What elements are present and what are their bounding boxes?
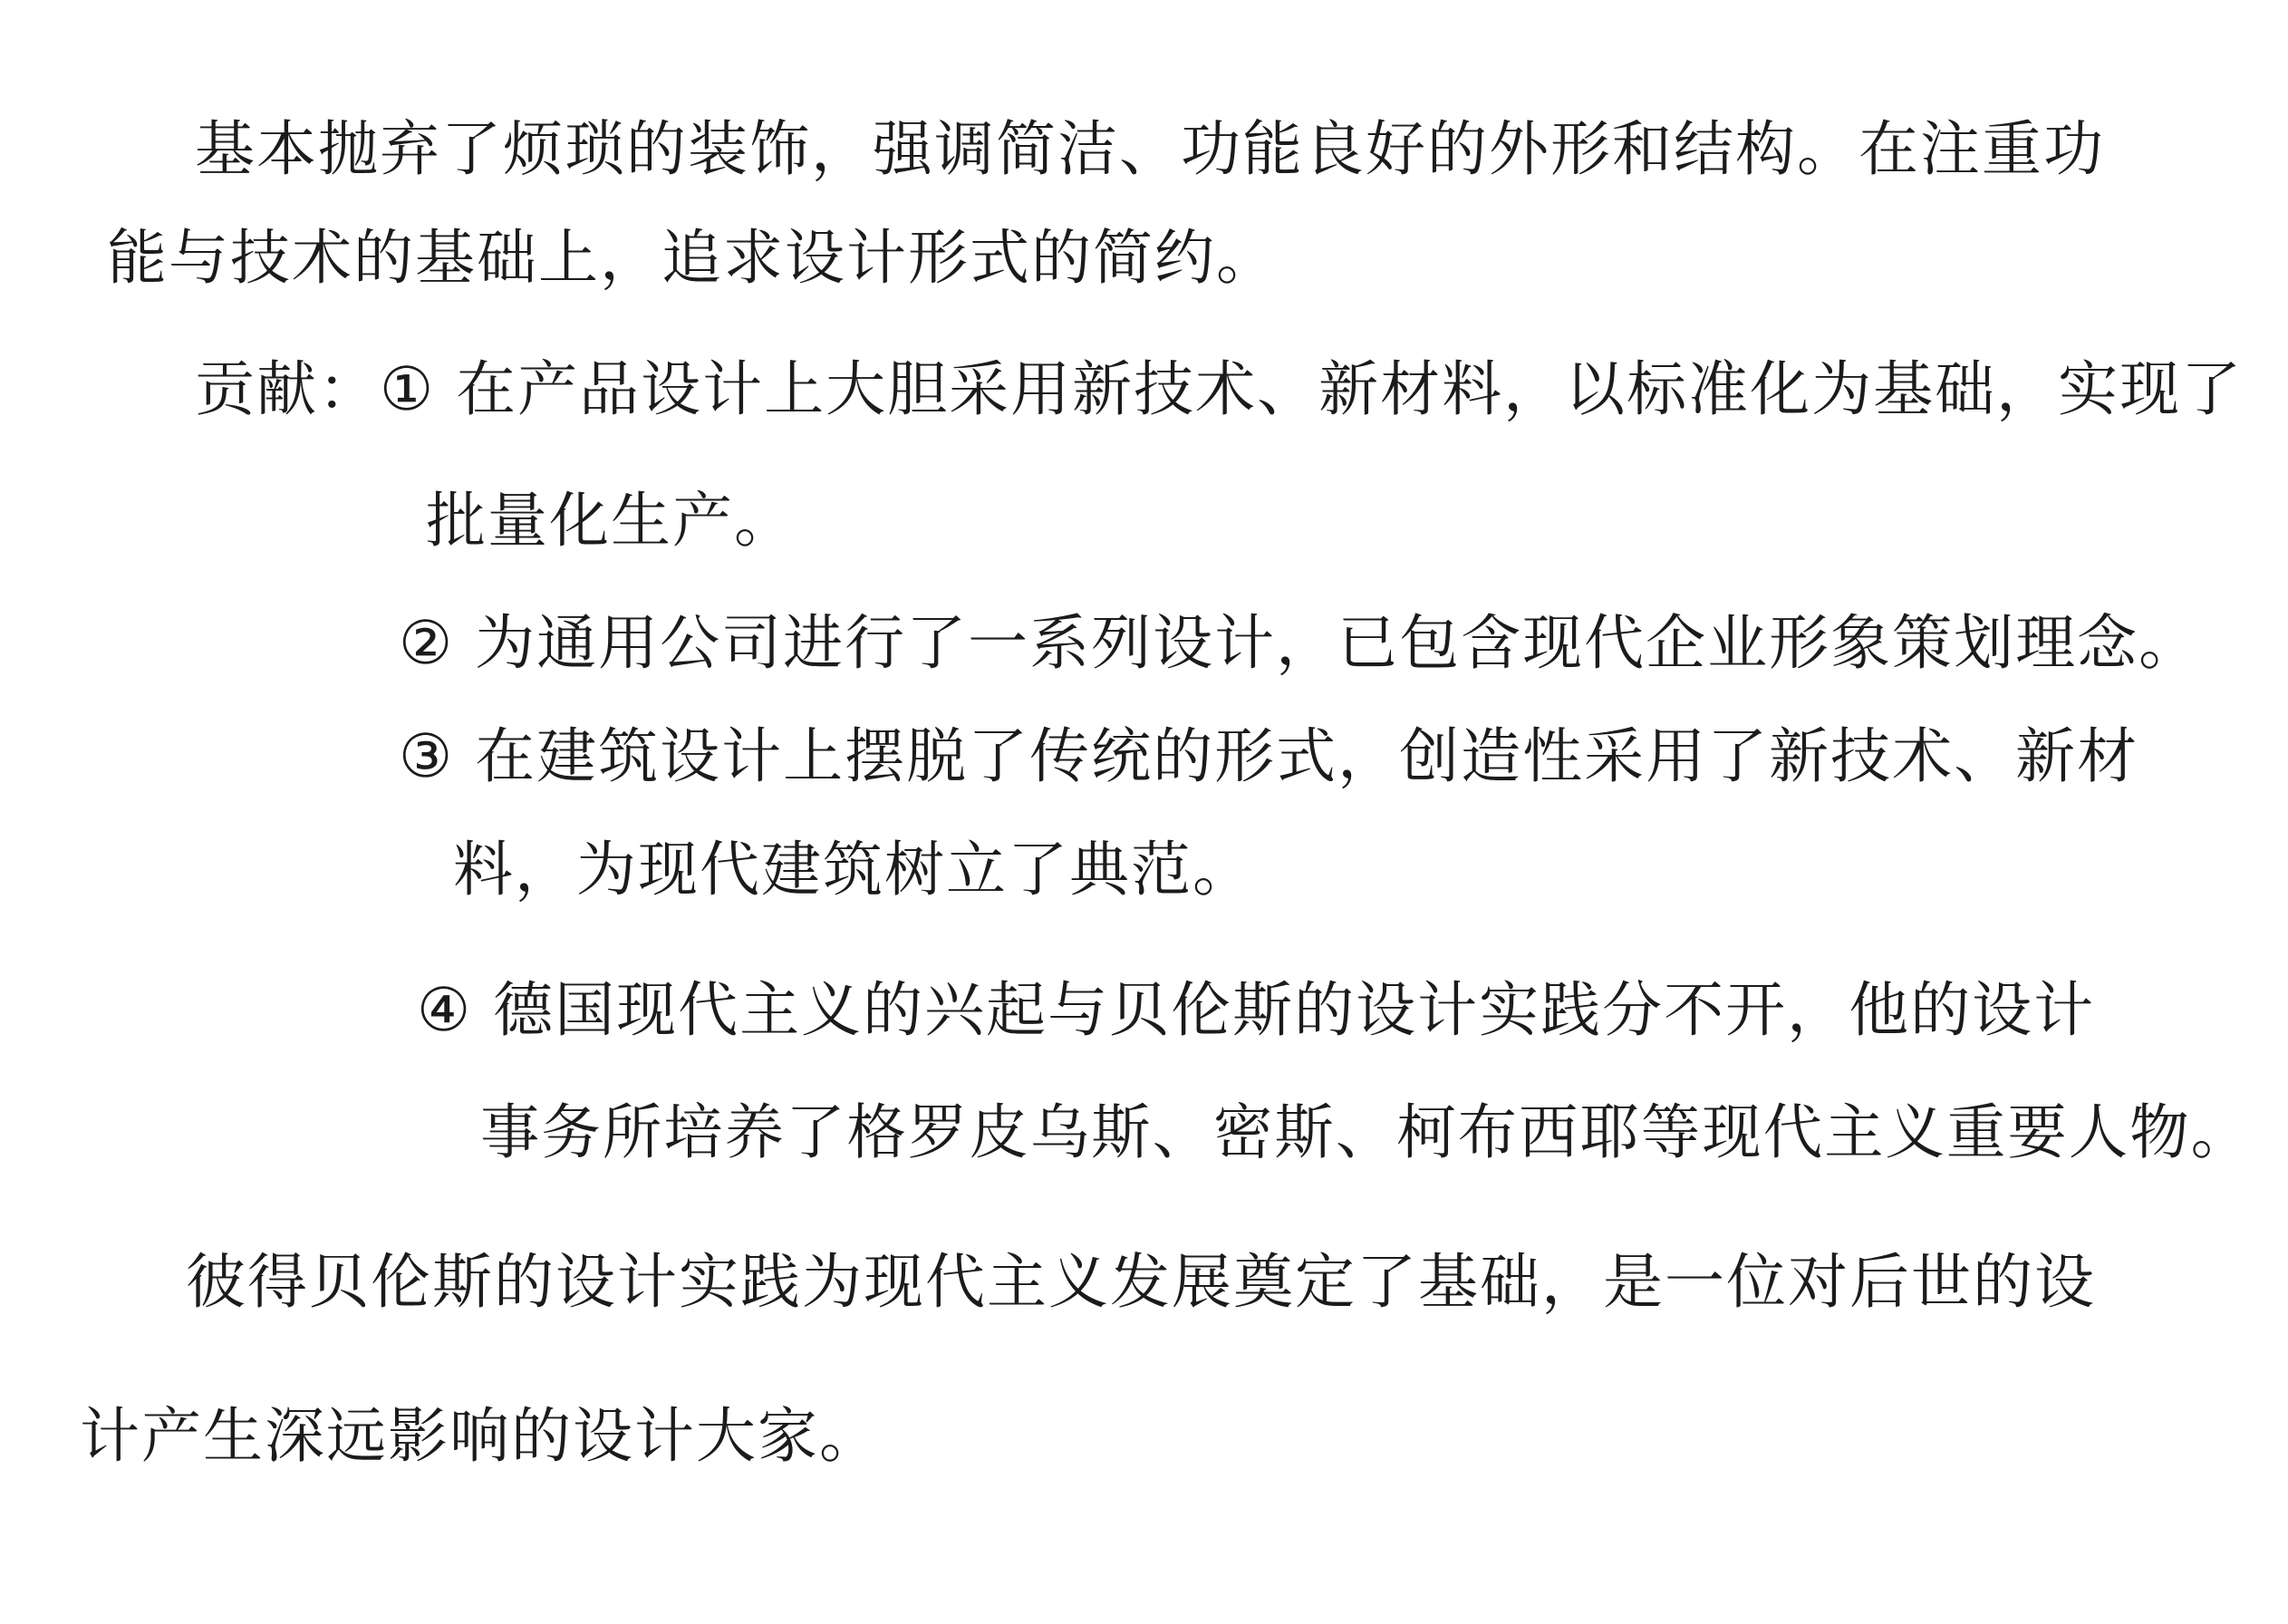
text-line: 贡献：① 在产品设计上大胆采用新技术、新材料，以标准化为基础，实现了 — [195, 354, 2244, 424]
text-line: 批量化生产。 — [426, 486, 796, 556]
text-line: 料，为现代建筑树立了典范。 — [453, 835, 1254, 904]
text-line: 能与技术的基础上，追求设计形式的简约。 — [107, 223, 1278, 293]
text-line: 计产生深远影响的设计大家。 — [80, 1401, 881, 1471]
text-line: 事务所培养了格罗皮乌斯、密斯、柯布西耶等现代主义重要人物。 — [480, 1097, 2253, 1167]
text-line: 基本抛弃了烦琐的装饰，强调简洁、功能良好的外形和结构。在注重功 — [195, 114, 2105, 184]
list-item: ④ 德国现代主义的兴起与贝伦斯的设计实践分不开，他的设计 — [417, 975, 2096, 1045]
list-item: ③ 在建筑设计上摆脱了传统的形式，创造性采用了新技术、新材 — [399, 721, 2139, 791]
text-line: 彼得贝伦斯的设计实践为现代主义发展奠定了基础，是一位对后世的设 — [186, 1247, 2096, 1317]
list-item: ② 为通用公司进行了一系列设计，已包含现代企业形象策划理念。 — [399, 608, 2201, 678]
